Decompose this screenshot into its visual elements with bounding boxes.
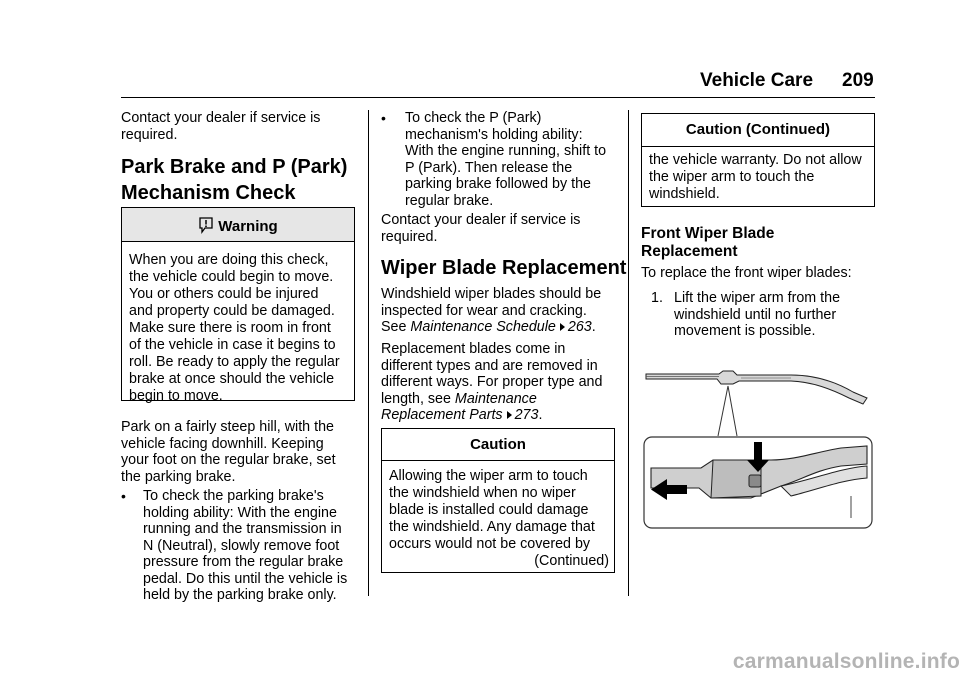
park-brake-heading <box>121 154 366 206</box>
text-line: occurs would not be covered by <box>389 536 591 552</box>
maintenance-schedule-link[interactable]: Maintenance Schedule <box>410 319 556 335</box>
section-title: Vehicle Care <box>700 70 814 91</box>
text-line: mechanism's holding ability: <box>405 126 583 143</box>
text-line: With the engine running, shift to <box>405 143 607 159</box>
page-ref[interactable]: 263 <box>567 319 592 335</box>
text-line: pedal. Do this until the vehicle is <box>143 570 348 587</box>
page-ref-arrow-icon <box>560 323 565 331</box>
page-number: 209 <box>842 70 874 91</box>
text-line: regular brake. <box>405 192 494 209</box>
contact-paragraph <box>381 212 621 245</box>
text-line: When you are doing this check, <box>129 252 329 268</box>
front-wiper-heading <box>641 225 876 261</box>
inspection-paragraph <box>381 286 626 336</box>
text-line: pressure from the regular brake <box>143 554 344 570</box>
leader-line <box>718 386 728 436</box>
intro-paragraph <box>121 110 361 143</box>
text-line: Replacement blades come in <box>381 341 566 357</box>
text-line: Lift the wiper arm from the <box>674 290 841 306</box>
text-line: You or others could be injured <box>129 286 319 302</box>
bullet-mark: • <box>381 110 386 126</box>
text-line: inspected for wear and cracking. <box>381 302 587 319</box>
text-line: and property could be damaged. <box>129 303 335 319</box>
text-line: Park on a fairly steep hill, with the <box>121 419 334 435</box>
leader-line <box>728 386 737 436</box>
text-line: windshield until no further <box>674 306 837 323</box>
text-line: running and the transmission in <box>143 521 342 537</box>
text-line: your foot on the regular brake, set <box>121 452 336 468</box>
caution-box <box>381 428 615 573</box>
text-line: blade is installed could damage <box>389 502 589 518</box>
text-line: roll. Be ready to apply the regular <box>129 354 340 370</box>
heading-line: Front Wiper Blade <box>641 225 775 242</box>
text-line: Make sure there is room in front <box>129 320 331 336</box>
maintenance-parts-link[interactable]: Maintenance <box>454 390 537 407</box>
text-span: . <box>591 319 596 335</box>
text-line: required. <box>121 126 178 143</box>
park-mechanism-bullet <box>405 110 625 209</box>
text-line: vehicle facing downhill. Keeping <box>121 435 324 452</box>
text-line: different ways. For proper type and <box>381 374 603 390</box>
page-ref-arrow-icon <box>507 411 512 419</box>
caution-continued-box <box>641 113 875 207</box>
text-line <box>381 391 626 408</box>
warning-title: Warning <box>218 218 278 235</box>
text-line: P (Park). Then release the <box>405 159 573 176</box>
bullet-mark: • <box>121 488 126 504</box>
text-line: the vehicle could begin to move. <box>129 269 334 285</box>
text-line: To check the P (Park) <box>405 110 542 126</box>
text-line: the vehicle warranty. Do not allow <box>649 152 862 168</box>
warning-body <box>122 242 354 405</box>
park-paragraph <box>121 419 366 485</box>
warning-header <box>122 208 354 242</box>
wiper-heading: Wiper Blade Replacement <box>381 257 627 279</box>
text-line: the windshield. Any damage that <box>389 519 595 535</box>
text-line: required. <box>381 228 438 245</box>
heading-line: Replacement <box>641 243 738 260</box>
text-span: See <box>381 319 411 335</box>
watermark-logo: carmanualsonline.info <box>732 650 960 673</box>
text-line: the wiper arm to touch the <box>649 169 815 185</box>
header-rule <box>121 97 875 98</box>
wiper-arm-profile <box>646 371 867 404</box>
text-line: of the vehicle in case it begins to <box>129 337 336 353</box>
text-line: To check the parking brake's <box>143 488 324 504</box>
maintenance-parts-link-cont[interactable]: Replacement Parts <box>381 407 503 423</box>
text-line: parking brake followed by the <box>405 176 591 192</box>
warning-icon <box>198 216 214 238</box>
continued-label: (Continued) <box>534 553 609 569</box>
heading-line: Park Brake and P (Park) <box>121 156 348 178</box>
text-line: Windshield wiper blades should be <box>381 286 602 302</box>
text-span: . <box>538 407 543 423</box>
replacement-paragraph <box>381 341 626 424</box>
text-line: Allowing the wiper arm to touch <box>389 468 588 484</box>
caution-continued-title: Caution (Continued) <box>685 121 831 138</box>
text-span: length, see <box>381 390 455 407</box>
text-line: N (Neutral), slowly remove foot <box>143 537 340 554</box>
replace-intro: To replace the front wiper blades: <box>641 265 852 281</box>
warning-box <box>121 207 355 404</box>
step-1 <box>674 290 874 340</box>
column-divider-2 <box>628 110 629 596</box>
text-line: the windshield when no wiper <box>389 485 576 501</box>
caution-body <box>382 461 614 570</box>
text-line: Contact your dealer if service is <box>381 212 581 228</box>
text-line: movement is possible. <box>674 323 816 339</box>
parking-brake-bullet <box>143 488 363 604</box>
text-line: holding ability: With the engine <box>143 504 337 521</box>
step-number: 1. <box>651 290 663 306</box>
text-line: begin to move. <box>129 388 223 404</box>
text-line: held by the parking brake only. <box>143 587 337 603</box>
caution-header <box>382 429 614 461</box>
text-line: windshield. <box>649 186 720 202</box>
text-line: the parking brake. <box>121 468 236 485</box>
text-line: brake at once should the vehicle <box>129 371 335 387</box>
caution-continued-header <box>642 114 874 147</box>
text-line: Contact your dealer if service is <box>121 110 321 126</box>
caution-continued-body <box>642 147 874 203</box>
page-ref[interactable]: 273 <box>514 407 539 423</box>
caution-title: Caution <box>470 436 526 453</box>
column-divider-1 <box>368 110 369 596</box>
heading-line: Mechanism Check <box>121 182 296 204</box>
text-line <box>381 319 626 336</box>
text-line <box>381 407 626 424</box>
wiper-arm-illustration <box>641 368 875 531</box>
text-line: different types and are removed in <box>381 357 598 374</box>
